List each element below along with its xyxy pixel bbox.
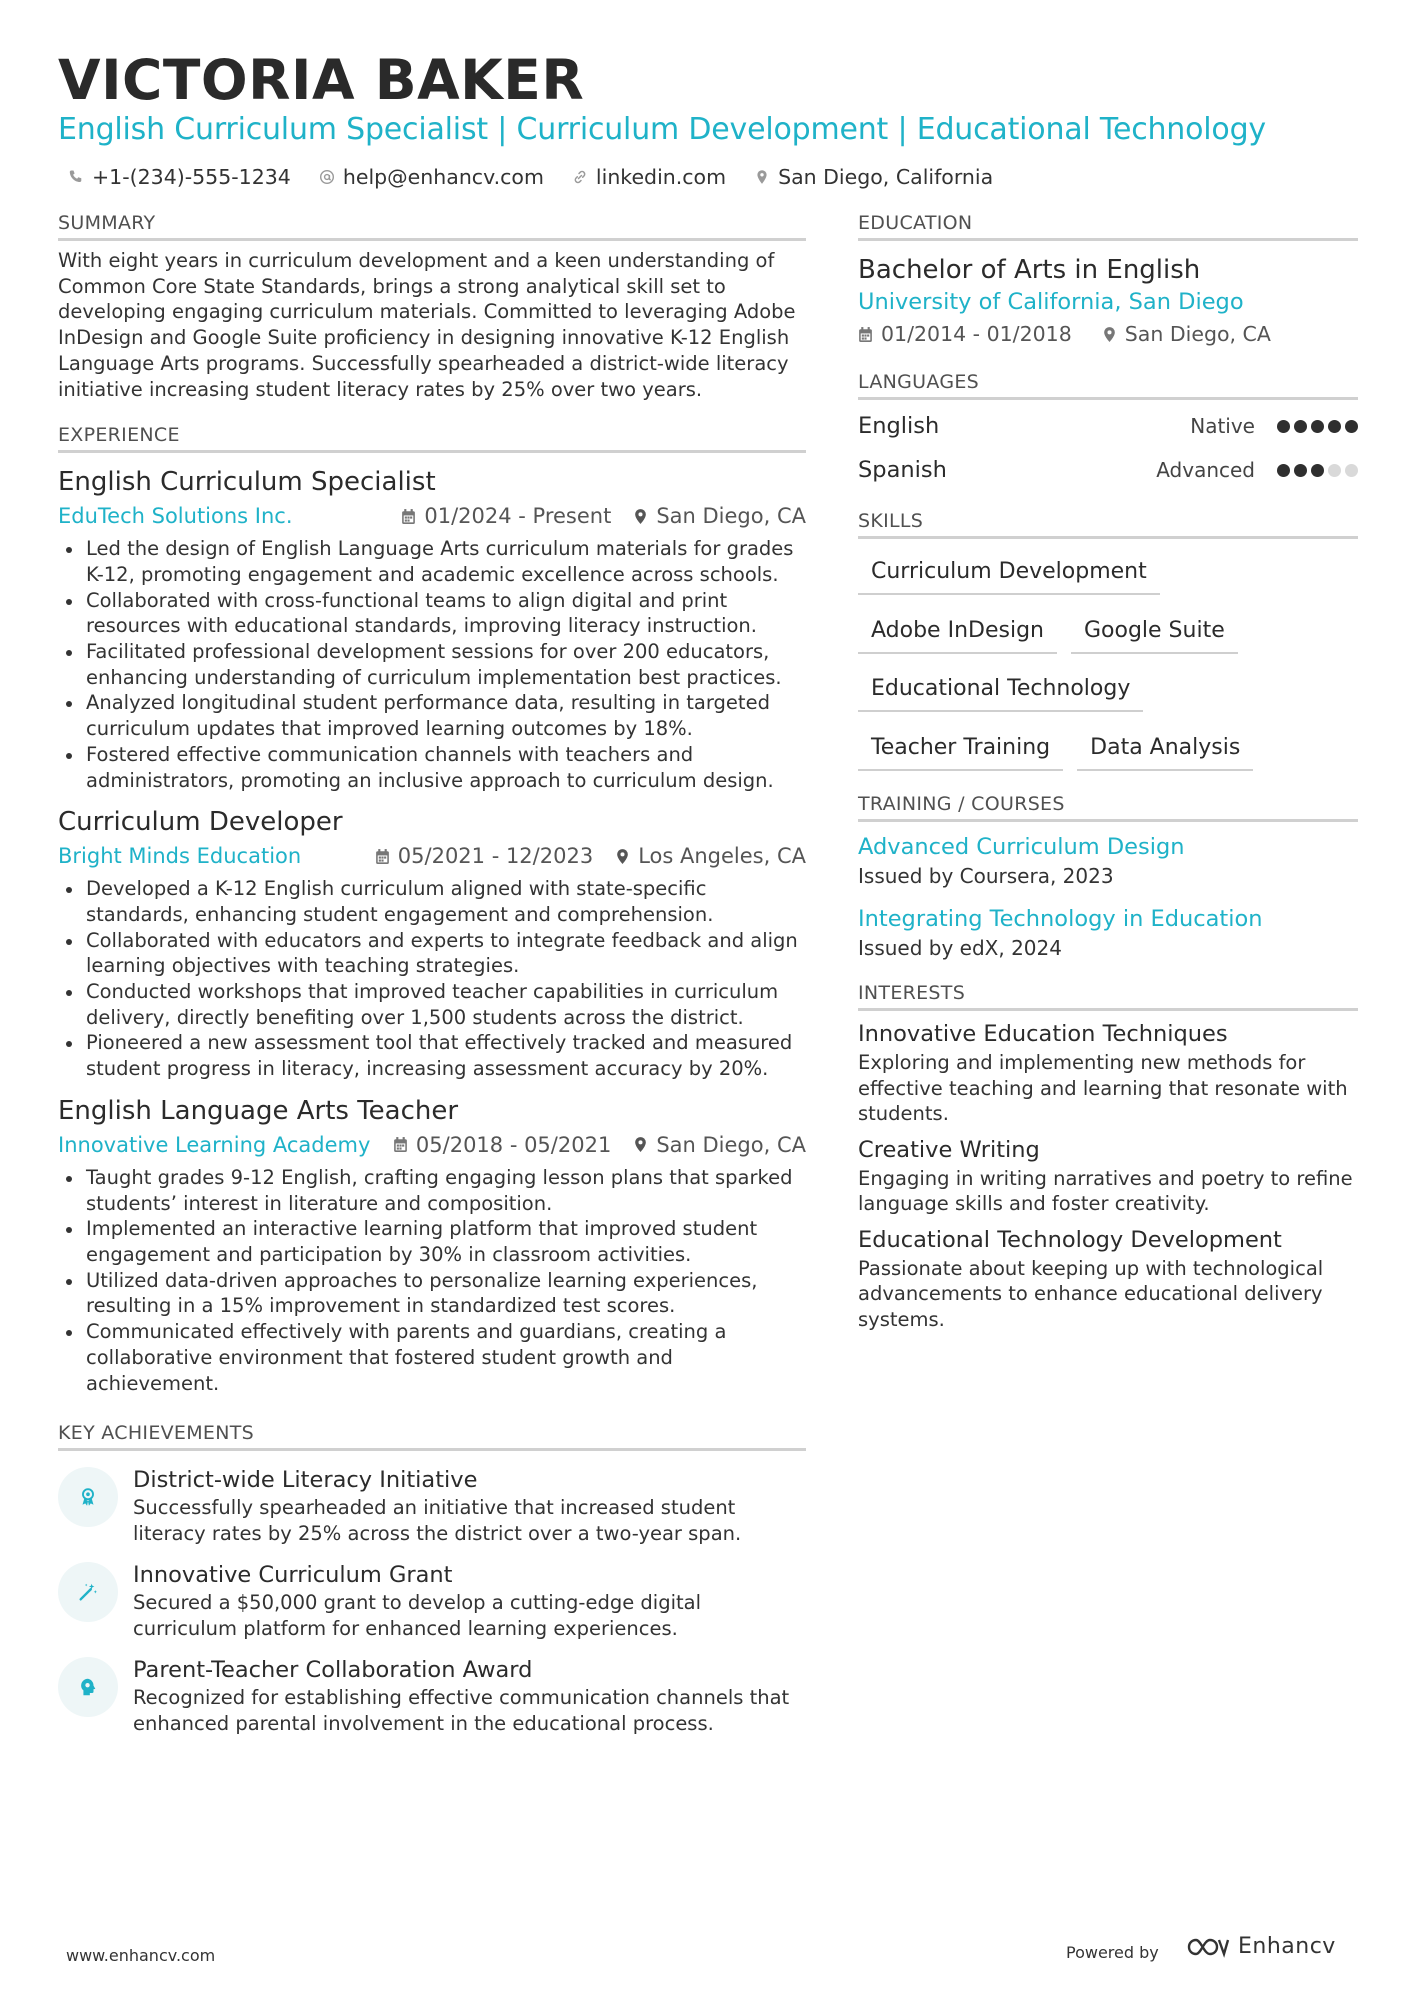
contact-location [752, 165, 993, 189]
experience-section [58, 424, 806, 1396]
course-title: Integrating Technology in Education [858, 906, 1263, 932]
map-pin-icon [1102, 326, 1117, 343]
language-rating [1273, 464, 1358, 477]
skill-tag: Curriculum Development [858, 553, 1160, 595]
interest-desc: Exploring and implementing new methods for effective teaching and learning that resonate with students. [858, 1051, 1348, 1125]
skill-row [858, 723, 1358, 782]
left-column [58, 212, 806, 1736]
achievement-item [58, 1560, 806, 1641]
rating-dot-filled [1311, 420, 1324, 433]
course-issuer: Issued by Coursera, 2023 [858, 864, 1114, 888]
bullet-item: Collaborated with educators and experts to integrate feedback and align learning objectives with teaching strategies. [58, 928, 806, 979]
achievement-title: Innovative Curriculum Grant [133, 1562, 453, 1589]
award-icon [58, 1467, 118, 1527]
education-section [858, 212, 1358, 351]
degree: Bachelor of Arts in English [858, 255, 1201, 285]
achievement-desc: Successfully spearheaded an initiative that increased student literacy rates by 25% across the district over a two-year span. [133, 1496, 742, 1545]
calendar-icon [401, 508, 416, 525]
calendar-icon [393, 1136, 408, 1153]
course-item [858, 904, 1358, 962]
education-dates: 01/2014 - 01/2018 [858, 322, 1072, 346]
job-meta [58, 499, 806, 533]
course-title: Advanced Curriculum Design [858, 834, 1185, 860]
footer-brand[interactable] [1186, 1934, 1336, 1959]
bullet-item: Led the design of English Language Arts curriculum materials for grades K-12, promoting engagement and academic excellence across schools. [58, 536, 806, 587]
footer-url[interactable]: www.enhancv.com [66, 1946, 216, 1965]
company-name: EduTech Solutions Inc. [58, 504, 293, 529]
bullet-item: Collaborated with cross-functional teams to align digital and print resources with educational standards, improving literacy instruction. [58, 588, 806, 639]
section-title-achievements: KEY ACHIEVEMENTS [58, 1422, 806, 1451]
language-level: Native [1190, 414, 1255, 438]
phone-text: +1-(234)-555-1234 [92, 165, 291, 189]
map-pin-icon [615, 848, 630, 865]
job-location: Los Angeles, CA [615, 844, 806, 868]
contact-linkedin[interactable] [570, 165, 726, 189]
skill-tag: Google Suite [1071, 612, 1238, 654]
skill-row [858, 664, 1358, 723]
language-name: English [858, 413, 940, 439]
linkedin-text: linkedin.com [595, 165, 727, 189]
rating-dot-filled [1311, 464, 1324, 477]
achievement-desc: Secured a $50,000 grant to develop a cutting-edge digital curriculum platform for enhanced learning experiences. [133, 1591, 702, 1640]
interest-title: Creative Writing [858, 1136, 1040, 1163]
language-row [858, 448, 1358, 492]
interest-item [858, 1135, 1358, 1217]
enhancv-logo-icon [1186, 1935, 1230, 1959]
company-name: Innovative Learning Academy [58, 1132, 371, 1157]
job-bullets [58, 1165, 806, 1396]
language-level: Advanced [1156, 458, 1255, 482]
skills-section [858, 510, 1358, 781]
interest-desc: Passionate about keeping up with technological advancements to enhance educational delivery systems. [858, 1256, 1324, 1331]
job-bullets [58, 876, 806, 1082]
job-entry [58, 805, 806, 1082]
job-title: English Curriculum Specialist [58, 467, 436, 498]
bullet-item: Analyzed longitudinal student performance data, resulting in targeted curriculum updates that improved learning outcomes by 18%. [58, 690, 806, 741]
at-icon [317, 167, 337, 187]
head-idea-icon [58, 1657, 118, 1717]
rating-dot-empty [1345, 464, 1358, 477]
calendar-icon [858, 326, 873, 343]
interest-item [858, 1019, 1358, 1127]
section-title-summary: SUMMARY [58, 212, 806, 241]
summary-text: With eight years in curriculum development and a keen understanding of Common Core State Standards, brings a strong analytical skill set to developing engaging curriculum materials. Committed to leveraging Adobe InDesign and Google Suite proficiency in designing innovative K-12 English Language Arts programs. Successfully spearheaded a district-wide literacy initiative increasing student literacy rates by 25% over two years. [58, 249, 796, 401]
contact-phone[interactable] [66, 165, 291, 189]
rating-dot-filled [1328, 420, 1341, 433]
interest-title: Innovative Education Techniques [858, 1021, 1228, 1047]
school-name: University of California, San Diego [858, 289, 1244, 315]
education-location: San Diego, CA [1102, 322, 1271, 346]
email-text: help@enhancv.com [342, 165, 544, 189]
map-pin-icon [633, 508, 648, 525]
job-dates: 05/2018 - 05/2021 [393, 1133, 611, 1157]
job-entry [58, 465, 806, 793]
skill-row [858, 547, 1358, 606]
job-entry [58, 1094, 806, 1396]
footer-powered-by: Powered by [1066, 1943, 1159, 1962]
skill-tag: Adobe InDesign [858, 612, 1057, 654]
rating-dot-filled [1294, 420, 1307, 433]
footer-brand-name: Enhancv [1238, 1934, 1336, 1959]
education-meta [858, 317, 1358, 351]
job-title: English Language Arts Teacher [58, 1095, 459, 1126]
job-dates: 05/2021 - 12/2023 [375, 844, 593, 868]
right-column [858, 212, 1358, 1332]
calendar-icon [375, 848, 390, 865]
rating-dot-empty [1328, 464, 1341, 477]
candidate-name: VICTORIA BAKER [58, 48, 585, 112]
contact-email[interactable] [317, 165, 544, 189]
course-item [858, 832, 1358, 890]
map-pin-icon [633, 1136, 648, 1153]
section-title-skills: SKILLS [858, 510, 1358, 539]
section-title-training: TRAINING / COURSES [858, 793, 1358, 822]
bullet-item: Pioneered a new assessment tool that effectively tracked and measured student progress in literacy, increasing assessment accuracy by 20%. [58, 1030, 806, 1081]
achievement-item [58, 1655, 806, 1736]
rating-dot-filled [1345, 420, 1358, 433]
contact-bar [66, 162, 1019, 192]
bullet-item: Utilized data-driven approaches to personalize learning experiences, resulting in a 15% improvement in standardized test scores. [58, 1268, 806, 1319]
summary-section [58, 212, 806, 402]
bullet-item: Implemented an interactive learning platform that improved student engagement and participation by 30% in classroom activities. [58, 1216, 806, 1267]
link-icon [570, 167, 590, 187]
job-title: Curriculum Developer [58, 807, 343, 838]
languages-section [858, 371, 1358, 492]
section-title-interests: INTERESTS [858, 982, 1358, 1011]
course-issuer: Issued by edX, 2024 [858, 936, 1062, 960]
section-title-experience: EXPERIENCE [58, 424, 806, 453]
company-name: Bright Minds Education [58, 844, 302, 869]
language-row [858, 404, 1358, 448]
language-rating [1273, 420, 1358, 433]
bullet-item: Developed a K-12 English curriculum aligned with state-specific standards, enhancing student engagement and comprehension. [58, 876, 806, 927]
map-pin-icon [752, 167, 772, 187]
achievement-title: Parent-Teacher Collaboration Award [133, 1657, 533, 1684]
rating-dot-filled [1277, 464, 1290, 477]
section-title-languages: LANGUAGES [858, 371, 1358, 400]
bullet-item: Taught grades 9-12 English, crafting engaging lesson plans that sparked students’ interest in literature and composition. [58, 1165, 806, 1216]
job-meta [58, 1128, 806, 1162]
achievements-section [58, 1422, 806, 1736]
skill-row [858, 606, 1358, 665]
bullet-item: Conducted workshops that improved teacher capabilities in curriculum delivery, directly benefiting over 1,500 students across the district. [58, 979, 806, 1030]
rating-dot-filled [1294, 464, 1307, 477]
magic-wand-icon [58, 1562, 118, 1622]
bullet-item: Fostered effective communication channels with teachers and administrators, promoting an inclusive approach to curriculum design. [58, 742, 806, 793]
job-location: San Diego, CA [633, 1133, 806, 1157]
rating-dot-filled [1277, 420, 1290, 433]
achievement-desc: Recognized for establishing effective communication channels that enhanced parental involvement in the educational process. [133, 1686, 790, 1735]
interest-title: Educational Technology Development [858, 1226, 1282, 1253]
job-dates: 01/2024 - Present [401, 504, 611, 528]
achievement-title: District-wide Literacy Initiative [133, 1467, 478, 1494]
location-text: San Diego, California [778, 165, 994, 189]
bullet-item: Communicated effectively with parents and guardians, creating a collaborative environment that fostered student growth and achievement. [58, 1319, 806, 1396]
job-location: San Diego, CA [633, 504, 806, 528]
skill-tag: Data Analysis [1077, 729, 1253, 771]
achievement-item [58, 1465, 806, 1546]
interest-desc: Engaging in writing narratives and poetry to refine language skills and foster creativity. [858, 1166, 1353, 1215]
interests-section [858, 982, 1358, 1332]
section-title-education: EDUCATION [858, 212, 1358, 241]
job-meta [58, 839, 806, 873]
bullet-item: Facilitated professional development sessions for over 200 educators, enhancing understanding of curriculum implementation best practices. [58, 639, 806, 690]
language-name: Spanish [858, 457, 947, 483]
interest-item [858, 1225, 1358, 1333]
skill-tag: Educational Technology [858, 670, 1143, 712]
training-section [858, 793, 1358, 962]
headline: English Curriculum Specialist | Curriculum Development | Educational Technology [58, 112, 1266, 147]
phone-icon [66, 167, 86, 187]
skill-tag: Teacher Training [858, 729, 1063, 771]
job-bullets [58, 536, 806, 793]
